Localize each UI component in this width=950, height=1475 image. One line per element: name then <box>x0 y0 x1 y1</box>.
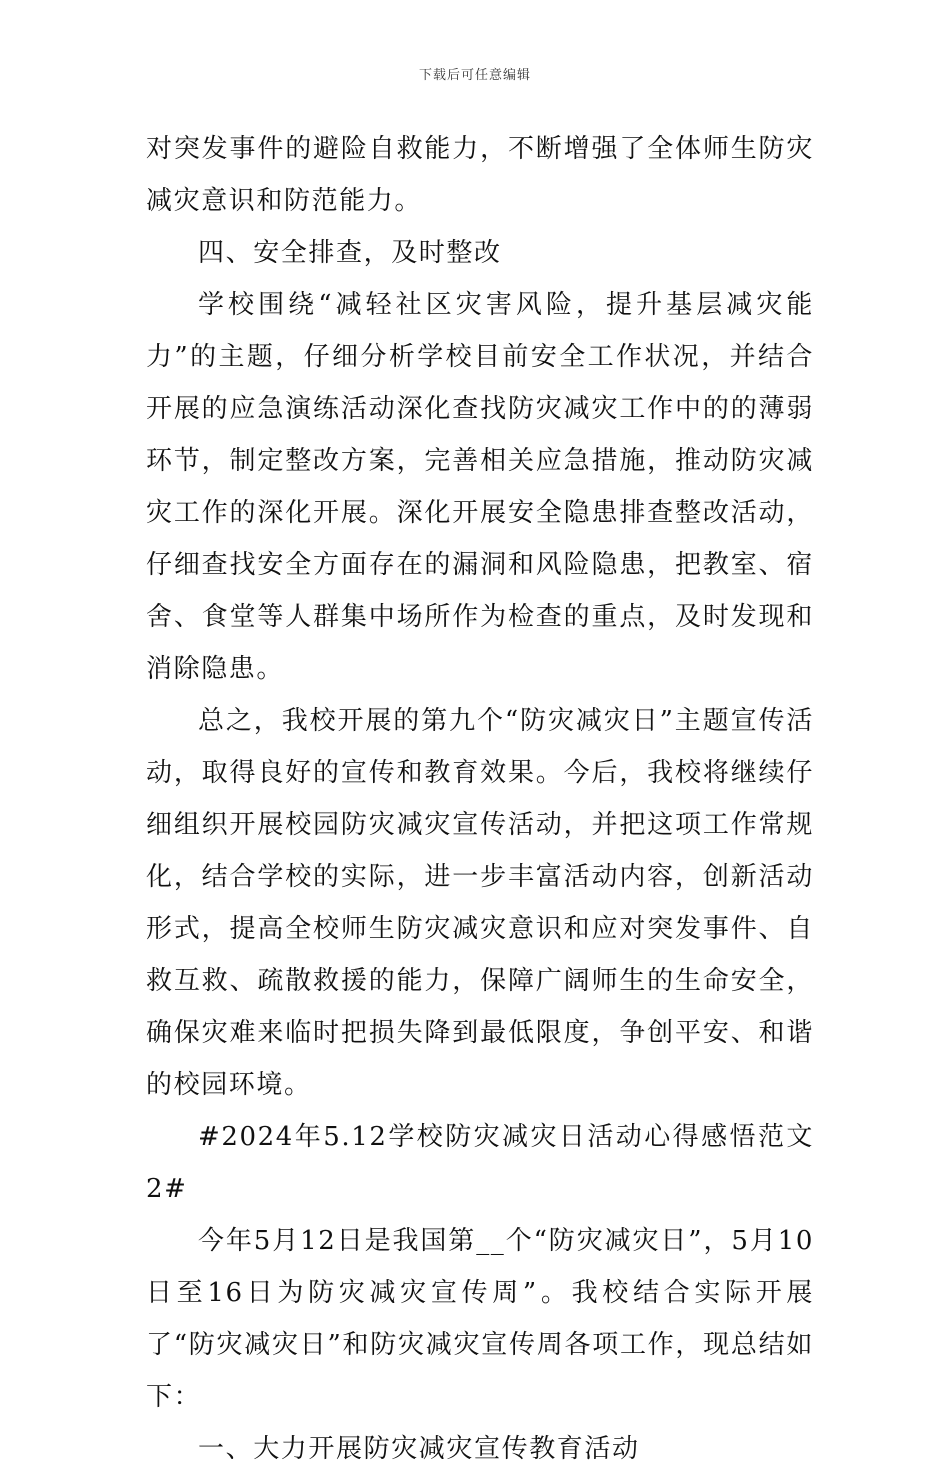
section-heading-publicity: 一、大力开展防灾减灾宣传教育活动 <box>198 1434 640 1464</box>
page-header-note: 下载后可任意编辑 <box>418 68 531 83</box>
article-title: #2024年5.12学校防灾减灾日活动心得感悟范文2# <box>146 1122 814 1204</box>
paragraph-safety-inspection: 学校围绕“减轻社区灾害风险，提升基层减灾能力”的主题，仔细分析学校目前安全工作状况，并结合开展的应急演练活动深化查找防灾减灾工作中的的薄弱环节，制定整改方案，完善相关应急措施，推动防灾减灾工作的深化开展。深化开展安全隐患排查整改活动，仔细查找安全方面存在的漏洞和风险隐患，把教室、宿舍、食堂等人群集中场所作为检查的重点，及时发现和消除隐患。 <box>146 290 814 684</box>
paragraph-conclusion: 总之，我校开展的第九个“防灾减灾日”主题宣传活动，取得良好的宣传和教育效果。今后，我校将继续仔细组织开展校园防灾减灾宣传活动，并把这项工作常规化，结合学校的实际，进一步丰富活动内容，创新活动形式，提高全校师生防灾减灾意识和应对突发事件、自救互救、疏散救援的能力，保障广阔师生的生命安全，确保灾难来临时把损失降到最低限度，争创平安、和谐的校园环境。 <box>146 706 814 1100</box>
section-heading-safety-inspection: 四、安全排查，及时整改 <box>198 238 502 268</box>
paragraph-introduction: 今年5月12日是我国第__个“防灾减灾日”，5月10日至16日为防灾减灾宣传周”。我校结合实际开展了“防灾减灾日”和防灾减灾宣传周各项工作，现总结如下： <box>146 1226 814 1412</box>
document-body <box>146 123 814 1475</box>
paragraph-continuation: 对突发事件的避险自救能力，不断增强了全体师生防灾减灾意识和防范能力。 <box>146 134 814 216</box>
